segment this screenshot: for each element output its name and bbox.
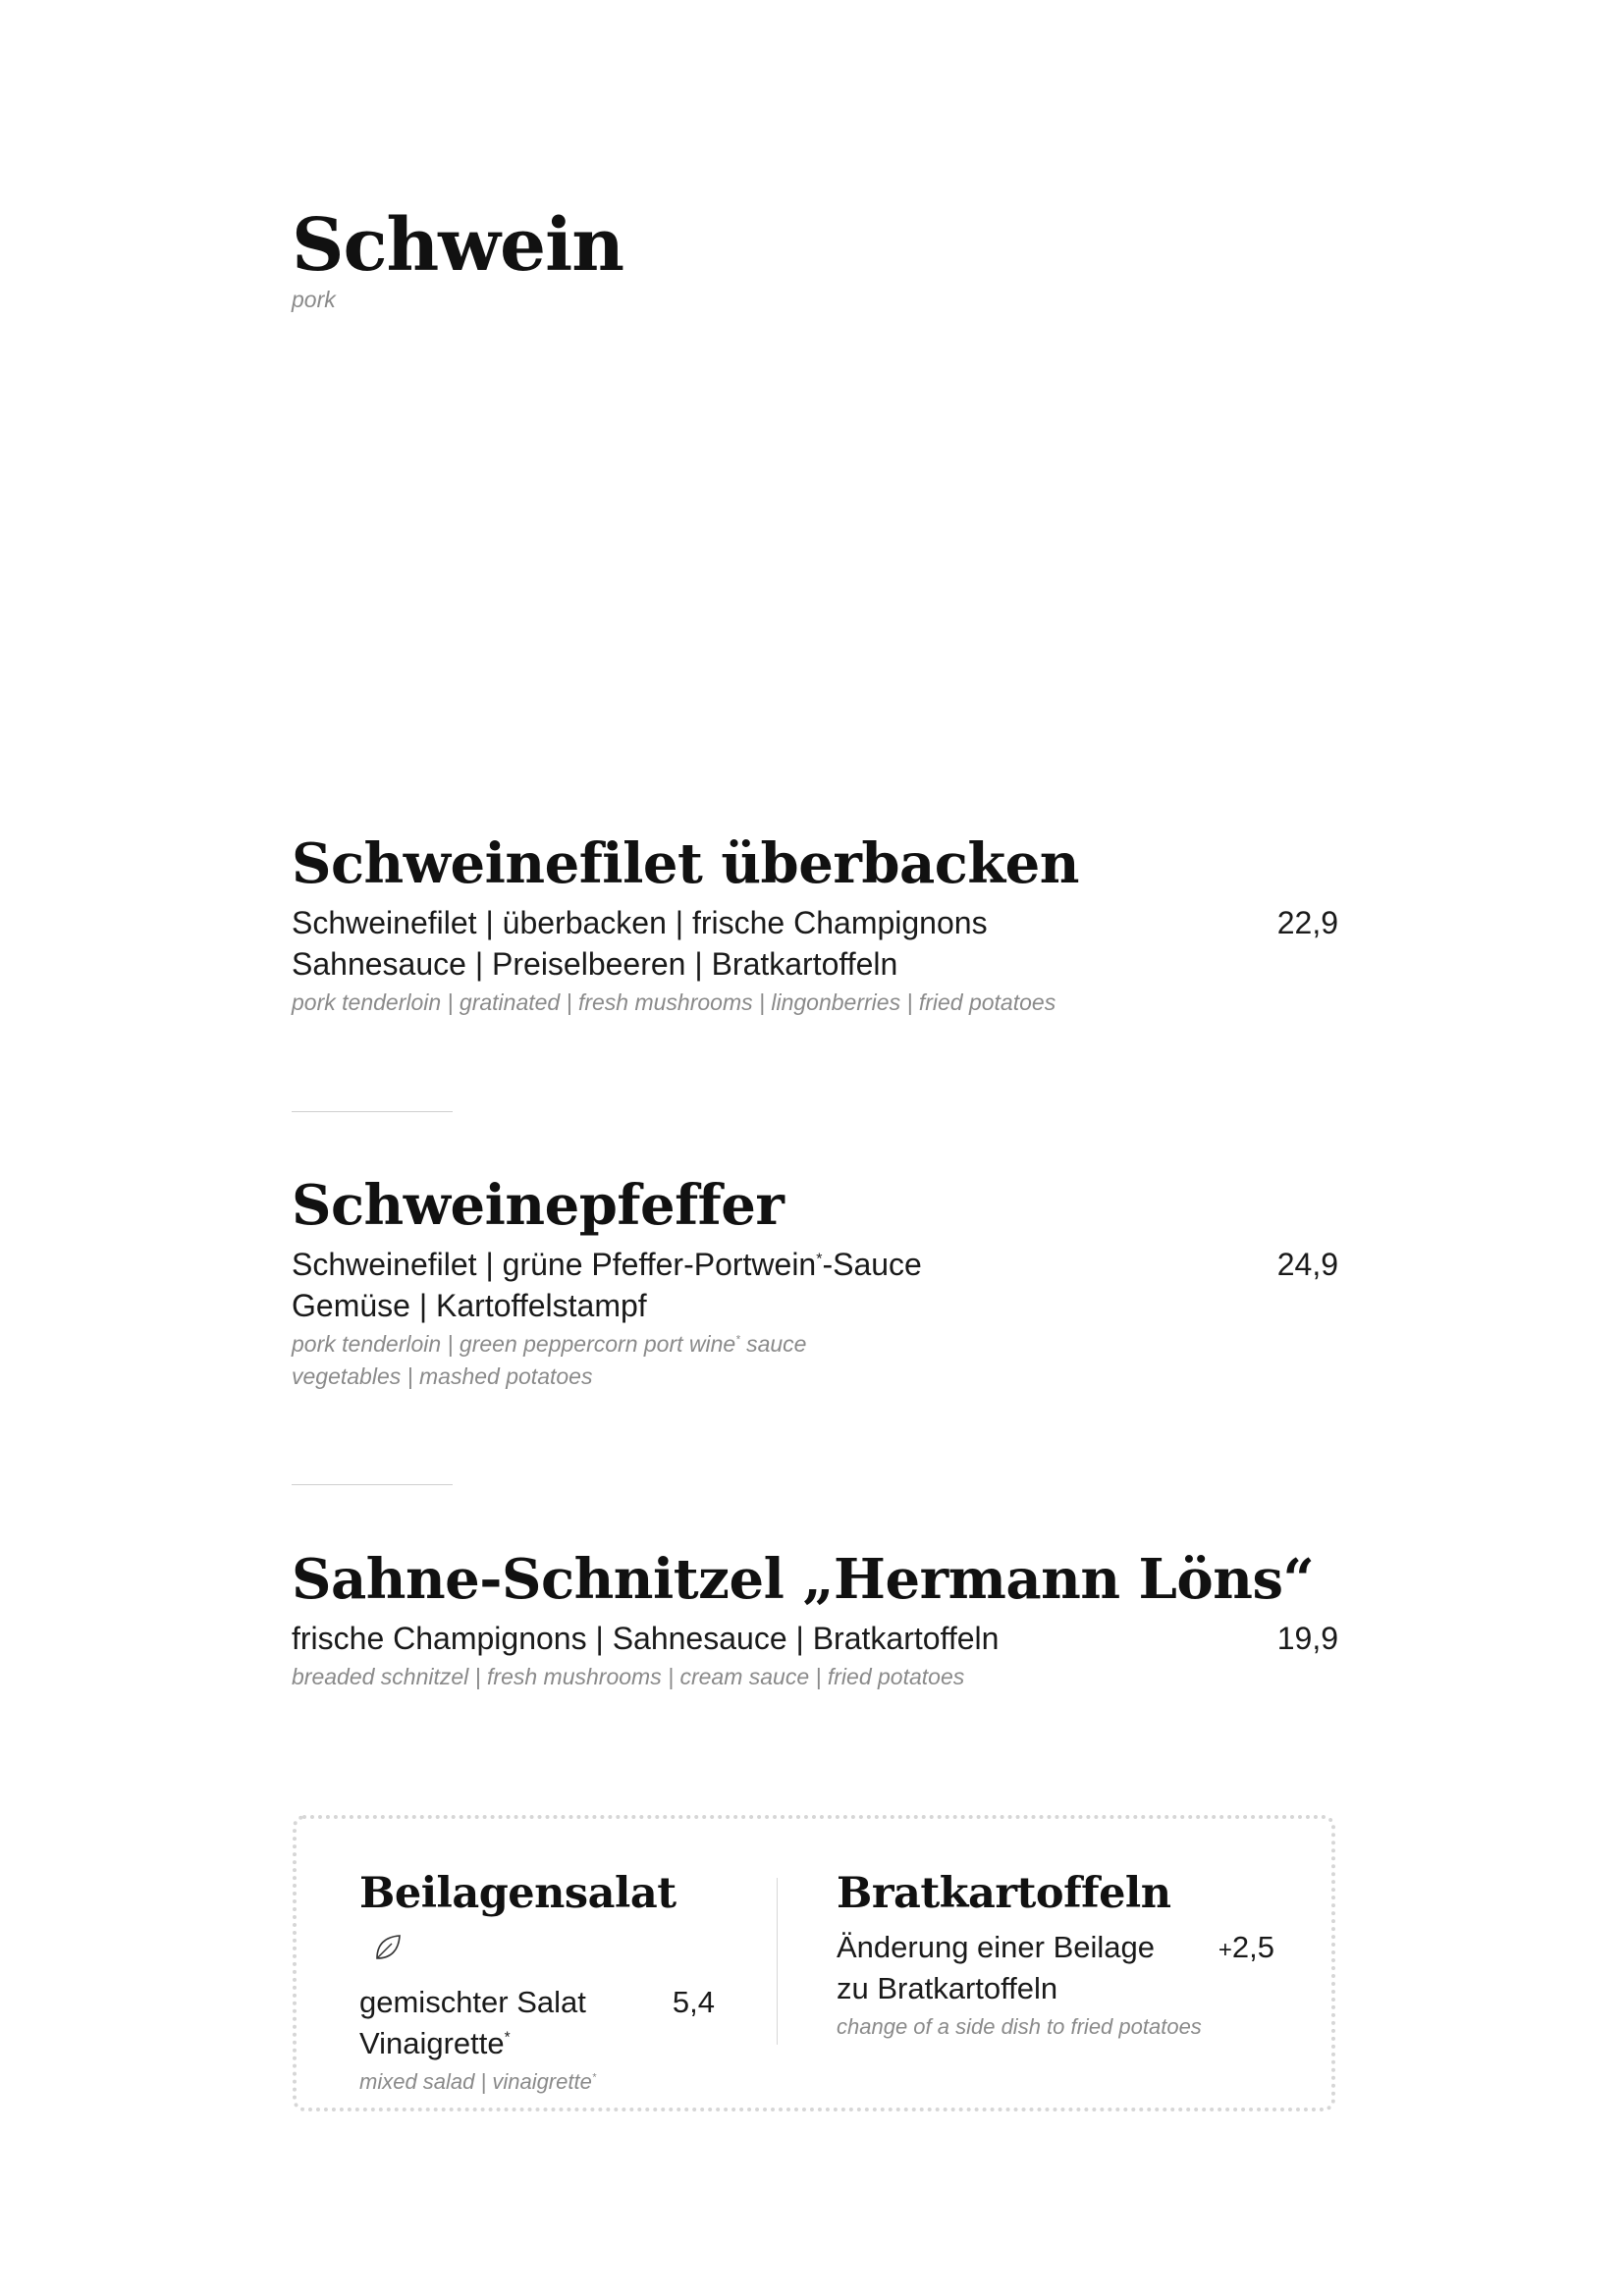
side-description [359,1982,715,2064]
side-dishes-box [293,1815,1335,2111]
dish-price: 22,9 [1276,905,1338,940]
dish-english-text: sauce [739,1331,807,1357]
dish-schweinepfeffer [292,1171,1338,1393]
dish-price: 24,9 [1276,1247,1338,1282]
side-description-text: Vinaigrette [359,2026,505,2060]
dish-title: Sahne-Schnitzel „Hermann Löns“ [292,1547,1315,1612]
dish-schweinefilet-ueberbacken [292,829,1338,1019]
dish-description [292,1618,1136,1659]
dish-english-description: pork tenderloin | gratinated | fresh mushrooms | lingonberries | fried potatoes [292,989,1056,1015]
side-english-description: change of a side dish to fried potatoes [837,2014,1202,2039]
dish-row [292,1244,1338,1326]
side-english-description [359,2066,715,2098]
dish-separator [292,1484,453,1485]
section-subtitle: pork [292,287,336,312]
side-description-line [359,2023,715,2064]
dish-description-text: -Sauce [822,1247,922,1282]
section-title: Schwein [292,203,623,288]
dish-description-line: Sahnesauce | Preiselbeeren | Bratkartoffeln [292,946,898,982]
dish-description-line: Gemüse | Kartoffelstampf [292,1288,647,1323]
side-description-line: gemischter Salat [359,1985,586,2019]
side-beilagensalat [359,1866,715,2098]
side-row [359,1982,715,2064]
side-title-text: Beilagensalat [359,1869,677,1918]
side-price-prefix: + [1218,1937,1232,1963]
dish-description-line: Schweinefilet | überbacken | frische Champignons [292,905,988,940]
dish-description [292,902,1136,985]
side-description-line: Änderung einer Beilage [837,1930,1156,1964]
dish-description-line: frische Champignons | Sahnesauce | Bratkartoffeln [292,1621,1000,1656]
side-price-value: 2,5 [1231,1930,1274,1964]
footnote-marker: * [816,1251,823,1268]
dish-title: Schweinepfeffer [292,1173,785,1238]
dish-description-line [292,1244,1136,1285]
dish-row [292,1618,1338,1659]
side-description-line: zu Bratkartoffeln [837,1971,1058,2005]
side-row [837,1927,1274,2009]
dish-english-description [292,1328,1338,1393]
dish-description [292,1244,1136,1326]
dish-english-text: pork tenderloin | green peppercorn port wine [292,1331,736,1357]
side-title: Bratkartoffeln [837,1869,1171,1918]
sides-divider [777,1878,778,2045]
dish-title: Schweinefilet überbacken [292,831,1080,896]
footnote-marker: * [735,1334,740,1347]
footnote-marker: * [504,2029,511,2047]
side-price [1218,1927,1274,1971]
dish-english-description: breaded schnitzel | fresh mushrooms | cream sauce | fried potatoes [292,1664,965,1689]
side-price: 5,4 [672,1985,715,2019]
dish-description-text: Schweinefilet | grüne Pfeffer-Portwein [292,1247,817,1282]
side-description [837,1927,1274,2009]
dish-english-line: vegetables | mashed potatoes [292,1363,593,1389]
dish-row [292,902,1338,985]
dish-sahne-schnitzel [292,1545,1338,1693]
side-title [359,1866,715,1976]
dish-english-line [292,1328,1338,1361]
dish-separator [292,1111,453,1112]
dish-price: 19,9 [1276,1621,1338,1656]
leaf-icon [373,1921,403,1976]
footnote-marker: * [591,2071,597,2084]
side-bratkartoffeln [837,1866,1274,2043]
side-english-text: mixed salad | vinaigrette [359,2069,592,2094]
